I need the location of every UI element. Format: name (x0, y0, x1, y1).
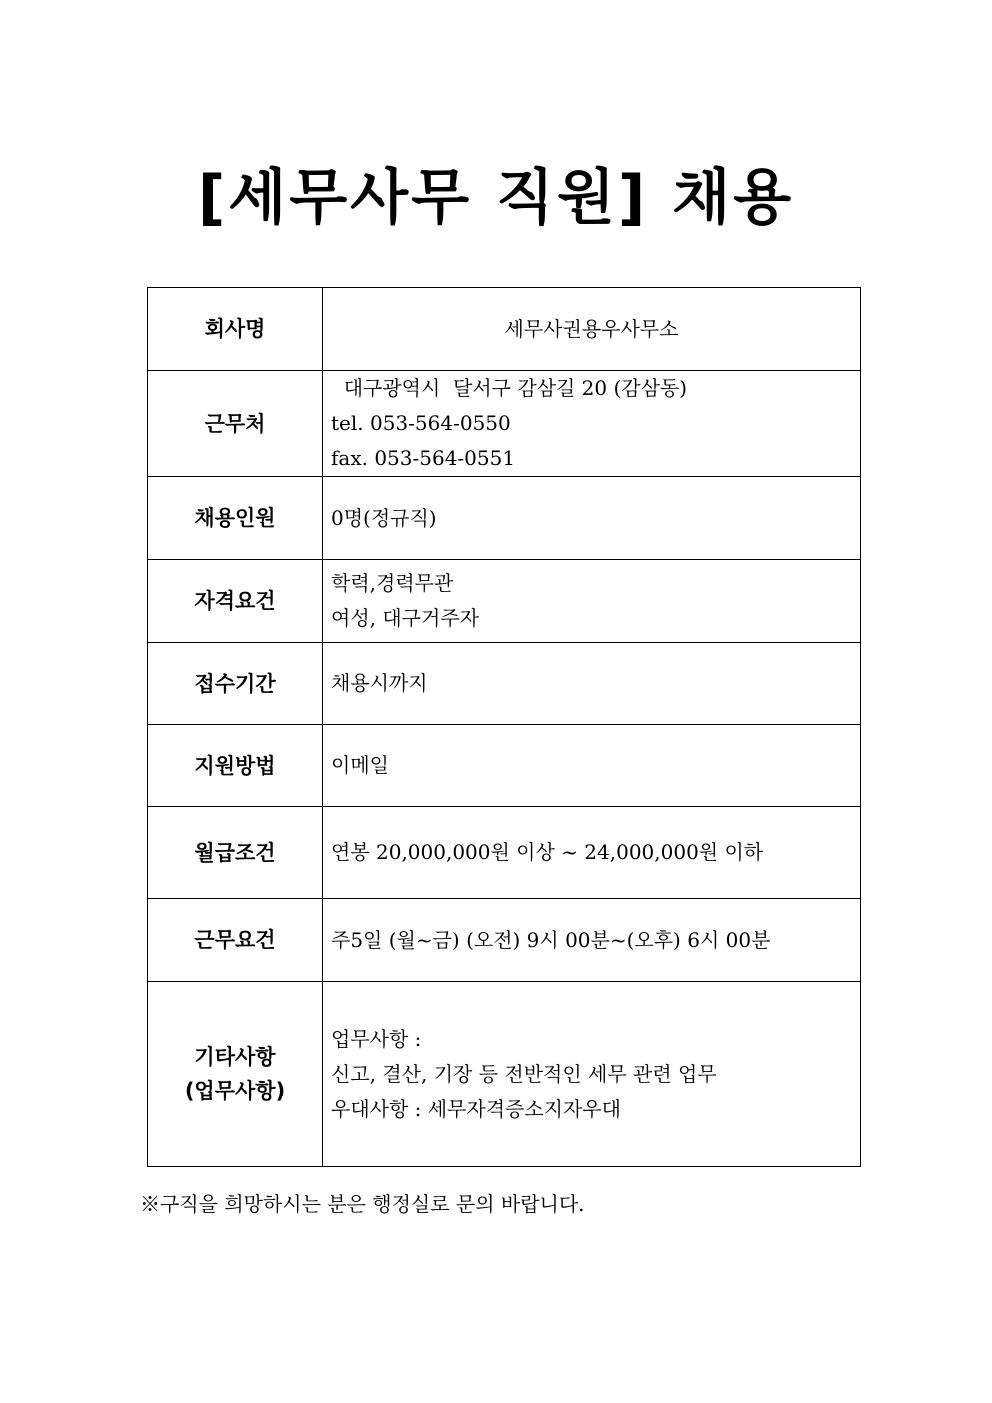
row-label-etc (148, 982, 323, 1167)
hours-value: 주5일 (월~금) (오전) 9시 00분~(오후) 6시 00분 (323, 899, 861, 982)
workplace-value (323, 371, 861, 477)
headcount-value: 0명(정규직) (323, 477, 861, 560)
etc-line: 업무사항 : (331, 1026, 422, 1051)
row-label-workplace: 근무처 (148, 371, 323, 477)
row-label-qualification: 자격요건 (148, 560, 323, 643)
table-row (148, 899, 861, 982)
qualification-value (323, 560, 861, 643)
row-label-method: 지원방법 (148, 725, 323, 807)
row-label-headcount: 채용인원 (148, 477, 323, 560)
row-label-company: 회사명 (148, 288, 323, 371)
table-row (148, 982, 861, 1167)
table-row (148, 288, 861, 371)
table-row (148, 477, 861, 560)
table-row (148, 725, 861, 807)
row-label-salary: 월급조건 (148, 807, 323, 899)
page-title: [세무사무 직원] 채용 (197, 163, 795, 233)
table-row (148, 371, 861, 477)
table-row (148, 560, 861, 643)
row-label-hours: 근무요건 (148, 899, 323, 982)
period-value: 채용시까지 (323, 643, 861, 725)
qualification-line: 학력,경력무관 (331, 571, 454, 595)
workplace-address: 대구광역시 달서구 감삼길 20 (감삼동) (331, 376, 688, 400)
etc-value (323, 982, 861, 1167)
salary-value: 연봉 20,000,000원 이상 ~ 24,000,000원 이하 (323, 807, 861, 899)
qualification-line: 여성, 대구거주자 (331, 606, 479, 630)
etc-label-line: (업무사항) (184, 1079, 286, 1103)
method-value: 이메일 (323, 725, 861, 807)
row-label-period: 접수기간 (148, 643, 323, 725)
table-row (148, 807, 861, 899)
job-info-table (147, 287, 861, 1167)
etc-label-line: 기타사항 (194, 1045, 276, 1069)
company-name-value: 세무사권용우사무소 (323, 288, 861, 371)
etc-line: 우대사항 : 세무자격증소지자우대 (331, 1096, 621, 1121)
workplace-fax: fax. 053-564-0551 (331, 446, 516, 470)
table-row (148, 643, 861, 725)
footer-note: ※구직을 희망하시는 분은 행정실로 문의 바랍니다. (140, 1192, 585, 1216)
workplace-tel: tel. 053-564-0550 (331, 411, 511, 435)
etc-line: 신고, 결산, 기장 등 전반적인 세무 관련 업무 (331, 1061, 717, 1086)
